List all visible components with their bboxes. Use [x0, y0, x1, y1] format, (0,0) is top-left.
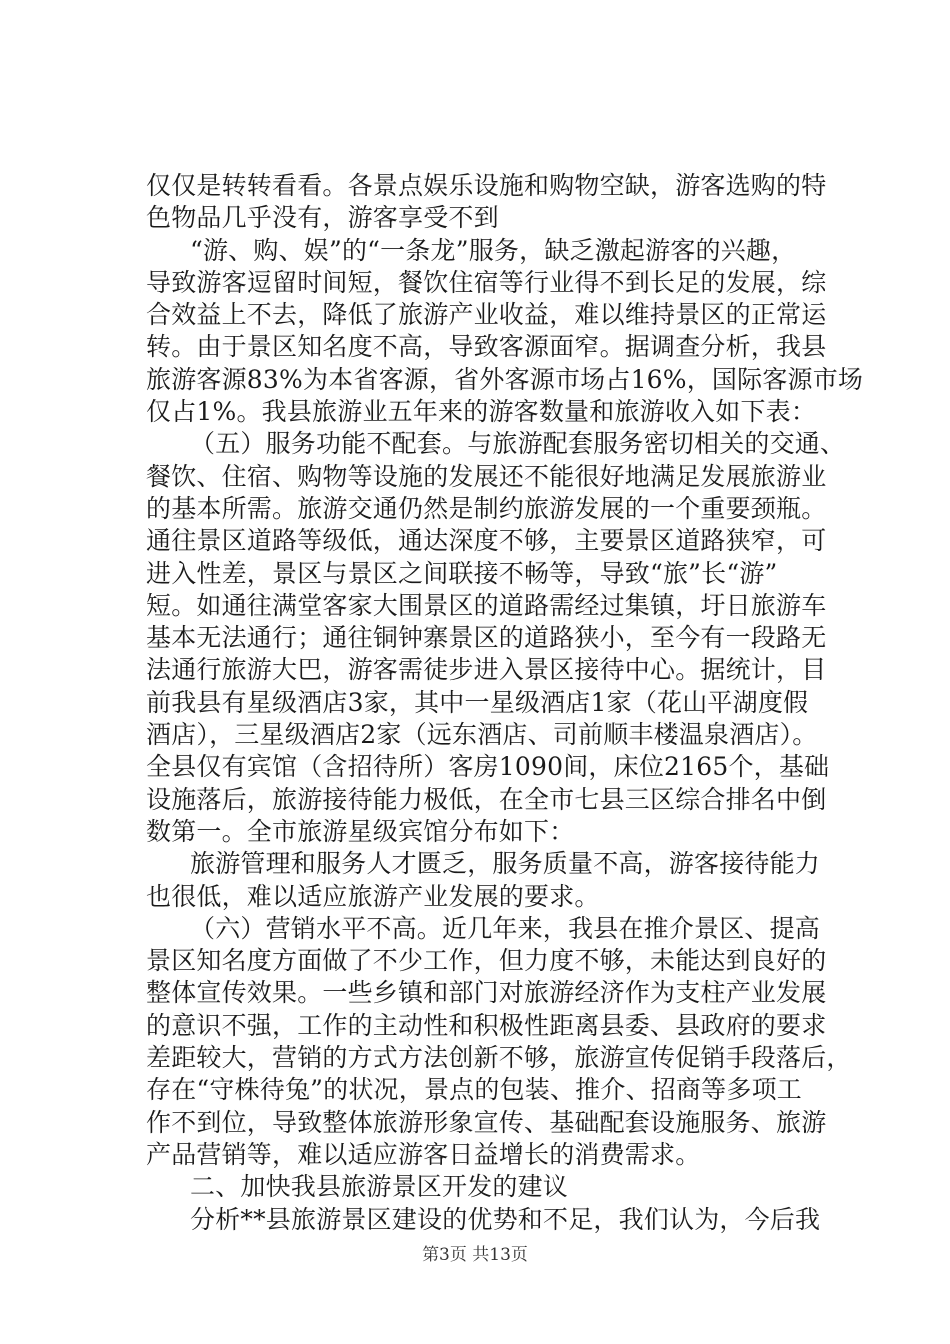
text-line: 酒店），三星级酒店2家（远东酒店、司前顺丰楼温泉酒店）。	[146, 720, 818, 750]
text-line: 前我县有星级酒店3家，其中一星级酒店1家（花山平湖度假	[146, 687, 809, 717]
text-line: 仅占1%。我县旅游业五年来的游客数量和旅游收入如下表：	[146, 397, 817, 427]
text-line: 旅游管理和服务人才匮乏，服务质量不高，游客接待能力	[190, 849, 821, 879]
text-line: 转。由于景区知名度不高，导致客源面窄。据调查分析，我县	[146, 332, 827, 362]
text-line: 色物品几乎没有，游客享受不到	[146, 203, 499, 233]
text-line: 也很低，难以适应旅游产业发展的要求。	[146, 881, 600, 911]
text-line: 法通行旅游大巴，游客需徒步进入景区接待中心。据统计，目	[146, 655, 827, 685]
section-heading-2: 二、加快我县旅游景区开发的建议	[190, 1172, 569, 1202]
text-line: 的基本所需。旅游交通仍然是制约旅游发展的一个重要颈瓶。	[146, 493, 827, 523]
text-line: 产品营销等，难以适应游客日益增长的消费需求。	[146, 1139, 701, 1169]
text-line: 作不到位，导致整体旅游形象宣传、基础配套设施服务、旅游	[146, 1107, 827, 1137]
text-line: 仅仅是转转看看。各景点娱乐设施和购物空缺，游客选购的特	[146, 171, 827, 200]
text-line: 基本无法通行；通往铜钟寨景区的道路狭小，至今有一段路无	[146, 623, 827, 653]
text-line: 分析**县旅游景区建设的优势和不足，我们认为，今后我	[190, 1204, 821, 1234]
text-line: 短。如通往满堂客家大围景区的道路需经过集镇，圩日旅游车	[146, 590, 827, 620]
text-line: 整体宣传效果。一些乡镇和部门对旅游经济作为支柱产业发展	[146, 978, 827, 1008]
body-text	[146, 170, 864, 1236]
section-heading-5: （五）服务功能不配套。与旅游配套服务密切相关的交通、	[190, 429, 846, 459]
text-line: “游、购、娱”的“一条龙”服务，缺乏激起游客的兴趣，	[190, 235, 797, 265]
text-line: 合效益上不去，降低了旅游产业收益，难以维持景区的正常运	[146, 300, 827, 330]
text-line: 通往景区道路等级低，通达深度不够，主要景区道路狭窄，可	[146, 526, 827, 556]
text-line: 全县仅有宾馆（含招待所）客房1090间，床位2165个，基础	[146, 752, 830, 782]
text-line: 景区知名度方面做了不少工作，但力度不够，未能达到良好的	[146, 946, 827, 976]
text-line: 导致游客逗留时间短，餐饮住宿等行业得不到长足的发展，综	[146, 267, 827, 297]
text-line: 存在“守株待兔”的状况，景点的包装、推介、招商等多项工	[146, 1075, 802, 1105]
text-line: 设施落后，旅游接待能力极低，在全市七县三区综合排名中倒	[146, 784, 827, 814]
text-line: 差距较大，营销的方式方法创新不够，旅游宣传促销手段落后，	[146, 1043, 852, 1073]
text-line: 旅游客源83%为本省客源，省外客源市场占16%，国际客源市场	[146, 364, 864, 394]
section-heading-6: （六）营销水平不高。近几年来，我县在推介景区、提高	[190, 913, 821, 943]
text-line: 餐饮、住宿、购物等设施的发展还不能很好地满足发展旅游业	[146, 461, 827, 491]
text-line: 进入性差，景区与景区之间联接不畅等，导致“旅”长“游”	[146, 558, 778, 588]
text-line: 数第一。全市旅游星级宾馆分布如下：	[146, 816, 575, 846]
page-number-footer: 第3页 共13页	[422, 1245, 528, 1265]
text-line: 的意识不强，工作的主动性和积极性距离县委、县政府的要求	[146, 1010, 827, 1040]
